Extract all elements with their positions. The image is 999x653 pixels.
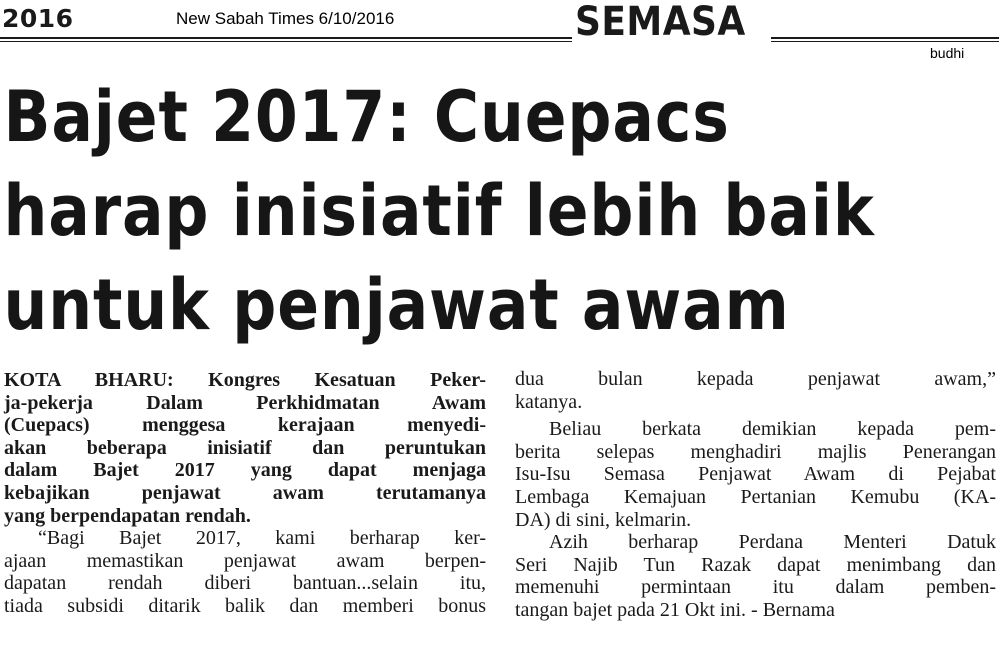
body-line: tangan bajet pada 21 Okt ini. - Bernama (515, 598, 835, 621)
body-line: tiada subsidi ditarik balik dan memberi bonus (4, 594, 486, 617)
lede-line: dalam Bajet 2017 yang dapat menjaga (4, 459, 486, 482)
lede-line: akan beberapa inisiatif dan peruntukan (4, 436, 486, 459)
lede-line: (Cuepacs) menggesa kerajaan menyedi- (4, 414, 486, 437)
body-line: ajaan memastikan penjawat awam berpen- (4, 549, 486, 572)
body-line: memenuhi permintaan itu dalam pemben- (515, 576, 996, 599)
header-rule (771, 37, 999, 39)
lede-line: yang berpendapatan rendah. (4, 504, 251, 527)
lede-line: KOTA BHARU: Kongres Kesatuan Peker- (4, 369, 486, 391)
body-line: Seri Najib Tun Razak dapat menimbang dan (515, 553, 996, 576)
lede-line: kebajikan penjawat awam terutamanya (4, 481, 486, 504)
article-lede (4, 369, 486, 527)
body-line: katanya. (515, 390, 583, 413)
body-line: Isu-Isu Semasa Penjawat Awam di Pejabat (515, 463, 996, 486)
article-column-left (4, 369, 486, 618)
article-paragraph (515, 368, 996, 413)
headline-line: harap inisiatif lebih baik (3, 170, 875, 252)
header-rule (771, 41, 999, 42)
article-paragraph (4, 527, 486, 550)
lede-line: ja-pekerja Dalam Perkhidmatan Awam (4, 391, 486, 414)
section-title: SEMASA (575, 0, 746, 45)
clipper-name: budhi (930, 45, 965, 61)
headline-line: Bajet 2017: Cuepacs (3, 76, 730, 158)
headline-line: untuk penjawat awam (3, 264, 790, 346)
body-line: dua bulan kepada penjawat awam,” (515, 368, 996, 390)
header-rule (0, 37, 572, 39)
article-paragraph (4, 550, 486, 618)
article-column-right (515, 368, 996, 622)
body-line: Beliau berkata demikian kepada pem- (549, 418, 996, 441)
source-caption: New Sabah Times 6/10/2016 (176, 9, 395, 28)
article-paragraph (515, 531, 996, 621)
headline (0, 70, 999, 352)
body-line: dapatan rendah diberi bantuan...selain itu, (4, 572, 486, 595)
body-line: berita selepas menghadiri majlis Penerangan (515, 440, 996, 463)
body-line: Lembaga Kemajuan Pertanian Kemubu (KA- (515, 485, 996, 508)
body-line: “Bagi Bajet 2017, kami berharap ker- (38, 527, 486, 550)
body-line: DA) di sini, kelmarin. (515, 508, 692, 531)
body-line: Azih berharap Perdana Menteri Datuk (549, 531, 996, 554)
header-rule (0, 41, 572, 42)
page-year: 2016 (2, 4, 74, 33)
article-paragraph (515, 418, 996, 531)
